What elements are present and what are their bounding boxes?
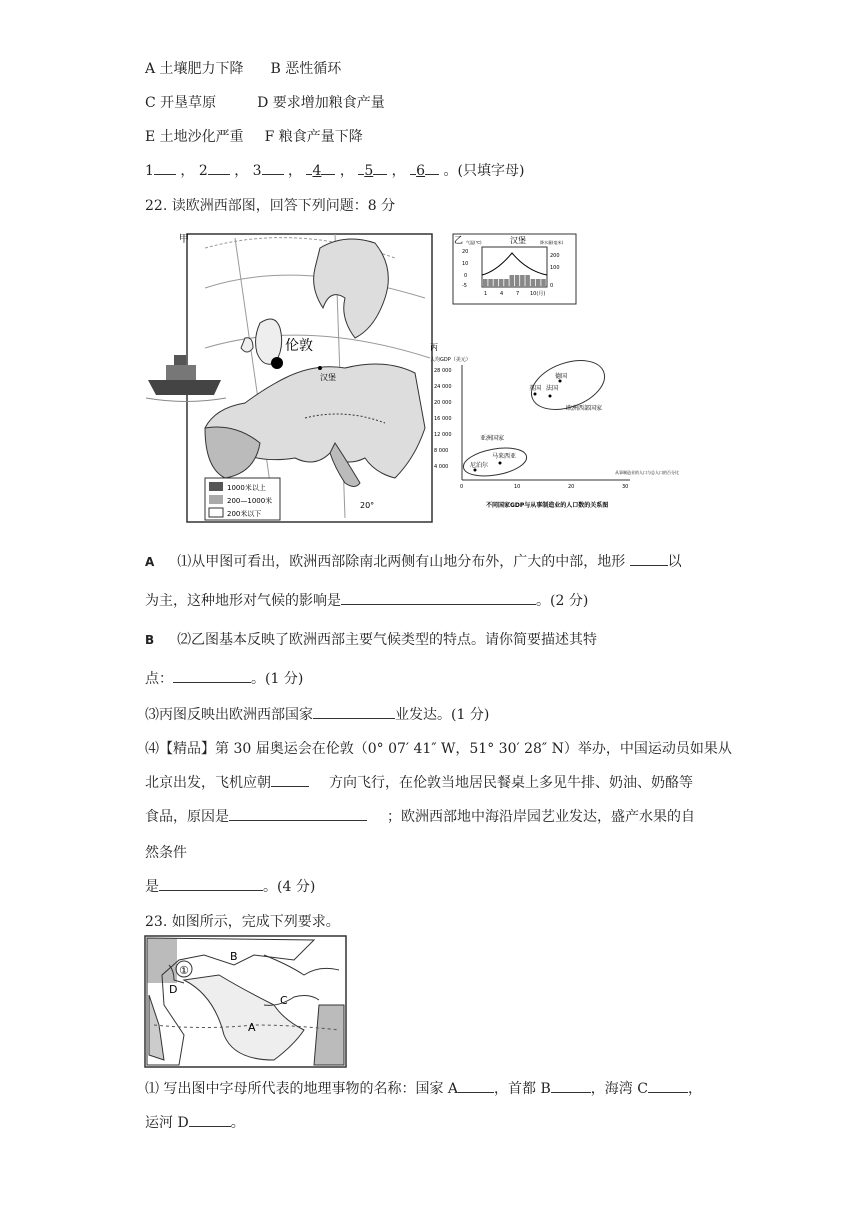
middle-east-map (144, 935, 347, 1068)
q22-q4c: 方向飞行，在伦敦当地居民餐桌上多见牛排、奶油、奶酪等 (329, 775, 693, 791)
point-uk: 英国 (529, 385, 542, 392)
option-row-1 (145, 58, 341, 78)
x-tick: 7 (516, 291, 520, 297)
q23-q1d: ， (687, 1081, 702, 1097)
map-label-d: D (169, 983, 178, 996)
q22-title: 22. 读欧洲西部图，回答下列问题：8 分 (145, 198, 396, 214)
precip-bar (520, 275, 525, 287)
q22-sub2-line1 (145, 629, 597, 649)
precip-bar (488, 279, 493, 287)
seq-3: 3 (252, 163, 262, 179)
y-tick-label: 24 000 (434, 384, 452, 390)
option-row-2 (145, 92, 385, 112)
option-f: F 粮食产量下降 (264, 129, 363, 145)
q22-sub2-line2 (145, 668, 303, 688)
q22-q2c: 。(1 分) (251, 671, 304, 687)
climate-temp-unit: 气温(℃) (466, 240, 482, 245)
option-c: C 开垦草原 (145, 95, 217, 111)
q22-sub4-line3 (145, 806, 695, 826)
precip-bar (494, 279, 499, 287)
q23-q1a: ⑴ 写出图中字母所代表的地理事物的名称：国家 A (145, 1081, 459, 1097)
q2-marker: B (145, 633, 155, 647)
q23-q1c: ，海湾 C (590, 1081, 648, 1097)
gdp-scatter-chart (420, 340, 695, 515)
y-tick-label: 20 000 (434, 400, 452, 406)
precip-bar (499, 279, 504, 287)
right-tick: 0 (550, 283, 554, 289)
seq-4: 4 (312, 163, 322, 179)
q23-sub1-line1 (145, 1078, 702, 1098)
precip-bar (483, 279, 488, 287)
q23-q1f: 。 (230, 1115, 245, 1131)
q22-q4e: ；欧洲西部地中海沿岸园艺业发达，盛产水果的自 (387, 809, 695, 825)
x-tick-label: 30 (622, 484, 629, 490)
left-tick: 20 (462, 249, 469, 255)
map-label-b: B (230, 950, 238, 963)
right-tick: 200 (550, 253, 560, 259)
q23-q1b: ，首都 B (494, 1081, 551, 1097)
left-tick: 0 (464, 273, 468, 279)
climate-chart (452, 233, 577, 305)
seq-2: 2 (198, 163, 208, 179)
q22-q2a: ⑵乙图基本反映了欧洲西部主要气候类型的特点。请你简要描述其特 (177, 632, 598, 648)
right-tick: 100 (550, 265, 560, 271)
left-tick: 10 (462, 261, 469, 267)
q22-q4d: 食品，原因是 (145, 809, 229, 825)
option-row-3 (145, 126, 363, 146)
y-tick-label: 28 000 (434, 368, 452, 374)
point-malaysia: 马来西亚 (492, 453, 517, 460)
q22-sub4-line4 (145, 842, 187, 862)
map-marker-1: ① (179, 964, 189, 977)
precip-bar (515, 275, 520, 287)
q23-q1e: 运河 D (145, 1115, 189, 1131)
q22-q4a: ⑷【精品】第 30 届奥运会在伦敦（0° 07′ 41″ W，51° 30′ 28″ N）举办，中国运动员如果从 (145, 741, 732, 757)
q22-sub4-line1 (145, 738, 732, 758)
point-nepal: 尼泊尔 (470, 462, 489, 469)
q1-marker: A (145, 555, 155, 569)
legend-2: 200—1000米 (227, 497, 273, 505)
seq-5: 5 (364, 163, 374, 179)
x-tick-label: 10 (514, 484, 521, 490)
map-label-jia: 甲 (179, 234, 189, 245)
option-d: D 要求增加粮食产量 (257, 95, 385, 111)
x-tick: 4 (500, 291, 504, 297)
precip-bar (510, 275, 515, 287)
y-tick-label: 8 000 (434, 448, 449, 454)
q22-q1d: 。(2 分) (536, 593, 589, 609)
legend-3: 200米以下 (227, 510, 262, 518)
x-tick: 1 (484, 291, 488, 297)
q22-sub1-line1 (145, 551, 682, 571)
x-tick-label: 0 (460, 484, 464, 490)
q22-sub1-line2 (145, 590, 588, 610)
q22-q1a: ⑴从甲图可看出，欧洲西部除南北两侧有山地分布外，广大的中部，地形 (177, 554, 626, 570)
map-london-label: 伦敦 (285, 338, 313, 354)
point-france: 法国 (546, 385, 559, 392)
climate-city: 汉堡 (510, 236, 526, 245)
q22-sub4-line2 (145, 772, 693, 792)
sequence-row: 1 ， 2 ， 3 ， 4 ， 5 ， 6 。(只填字母) (145, 163, 525, 179)
map-label-a: A (248, 1021, 256, 1034)
precip-bar (536, 279, 541, 287)
precip-bar (531, 279, 536, 287)
climate-precip-unit: 降水量(毫米) (540, 240, 564, 245)
scatter-ylabel: 人均GDP（美元） (430, 357, 471, 363)
q22-q4h: 。(4 分) (263, 879, 316, 895)
scatter-xlabel: 从事制造业的人口与总人口的百分比 (615, 470, 679, 475)
x-tick-label: 20 (568, 484, 575, 490)
map-lon-label: 20° (360, 501, 375, 510)
precip-bar (525, 275, 530, 287)
q22-q2b: 点： (145, 671, 173, 687)
q22-sub3 (145, 704, 489, 724)
legend-1: 1000米以上 (227, 484, 266, 492)
q22-q1b: 以 (667, 554, 682, 570)
left-tick: -5 (462, 283, 467, 289)
london-marker (271, 357, 283, 369)
q22-q4b: 北京出发，飞机应朝 (145, 775, 271, 791)
y-tick-label: 4 000 (434, 464, 449, 470)
scatter-label: 丙 (430, 343, 438, 352)
option-e: E 土地沙化严重 (145, 129, 244, 145)
ship-illustration (146, 350, 226, 405)
seq-1: 1 (145, 163, 154, 179)
q23-sub1-line2 (145, 1112, 245, 1132)
map-label-c: C (280, 994, 288, 1007)
y-tick-label: 16 000 (434, 416, 452, 422)
precip-bar (504, 279, 509, 287)
q22-q3b: 业发达。(1 分) (395, 707, 490, 723)
x-tick: 10(月) (530, 291, 546, 297)
q22-q1c: 为主，这种地形对气候的影响是 (145, 593, 341, 609)
group-west-europe: 欧洲西部国家 (566, 405, 603, 412)
seq-note: 。(只填字母) (443, 163, 525, 179)
option-a: A 土壤肥力下降 (145, 61, 244, 77)
q22-q3a: ⑶丙图反映出欧洲西部国家 (145, 707, 313, 723)
climate-label: 乙 (454, 236, 464, 246)
option-b: B 恶性循环 (270, 61, 342, 77)
y-tick-label: 12 000 (434, 432, 452, 438)
scatter-title: 不同国家GDP与从事制造业的人口数的关系图 (486, 502, 609, 509)
map-hamburg-label: 汉堡 (320, 373, 336, 382)
q22-sub4-line5 (145, 876, 315, 896)
group-asia: 亚洲国家 (480, 435, 505, 442)
seq-6: 6 (416, 163, 426, 179)
point-germany: 德国 (555, 373, 568, 380)
precip-bar (541, 279, 546, 287)
q22-q4g: 是 (145, 879, 159, 895)
q23-title: 23. 如图所示，完成下列要求。 (145, 914, 340, 930)
q22-q4f: 然条件 (145, 845, 187, 861)
